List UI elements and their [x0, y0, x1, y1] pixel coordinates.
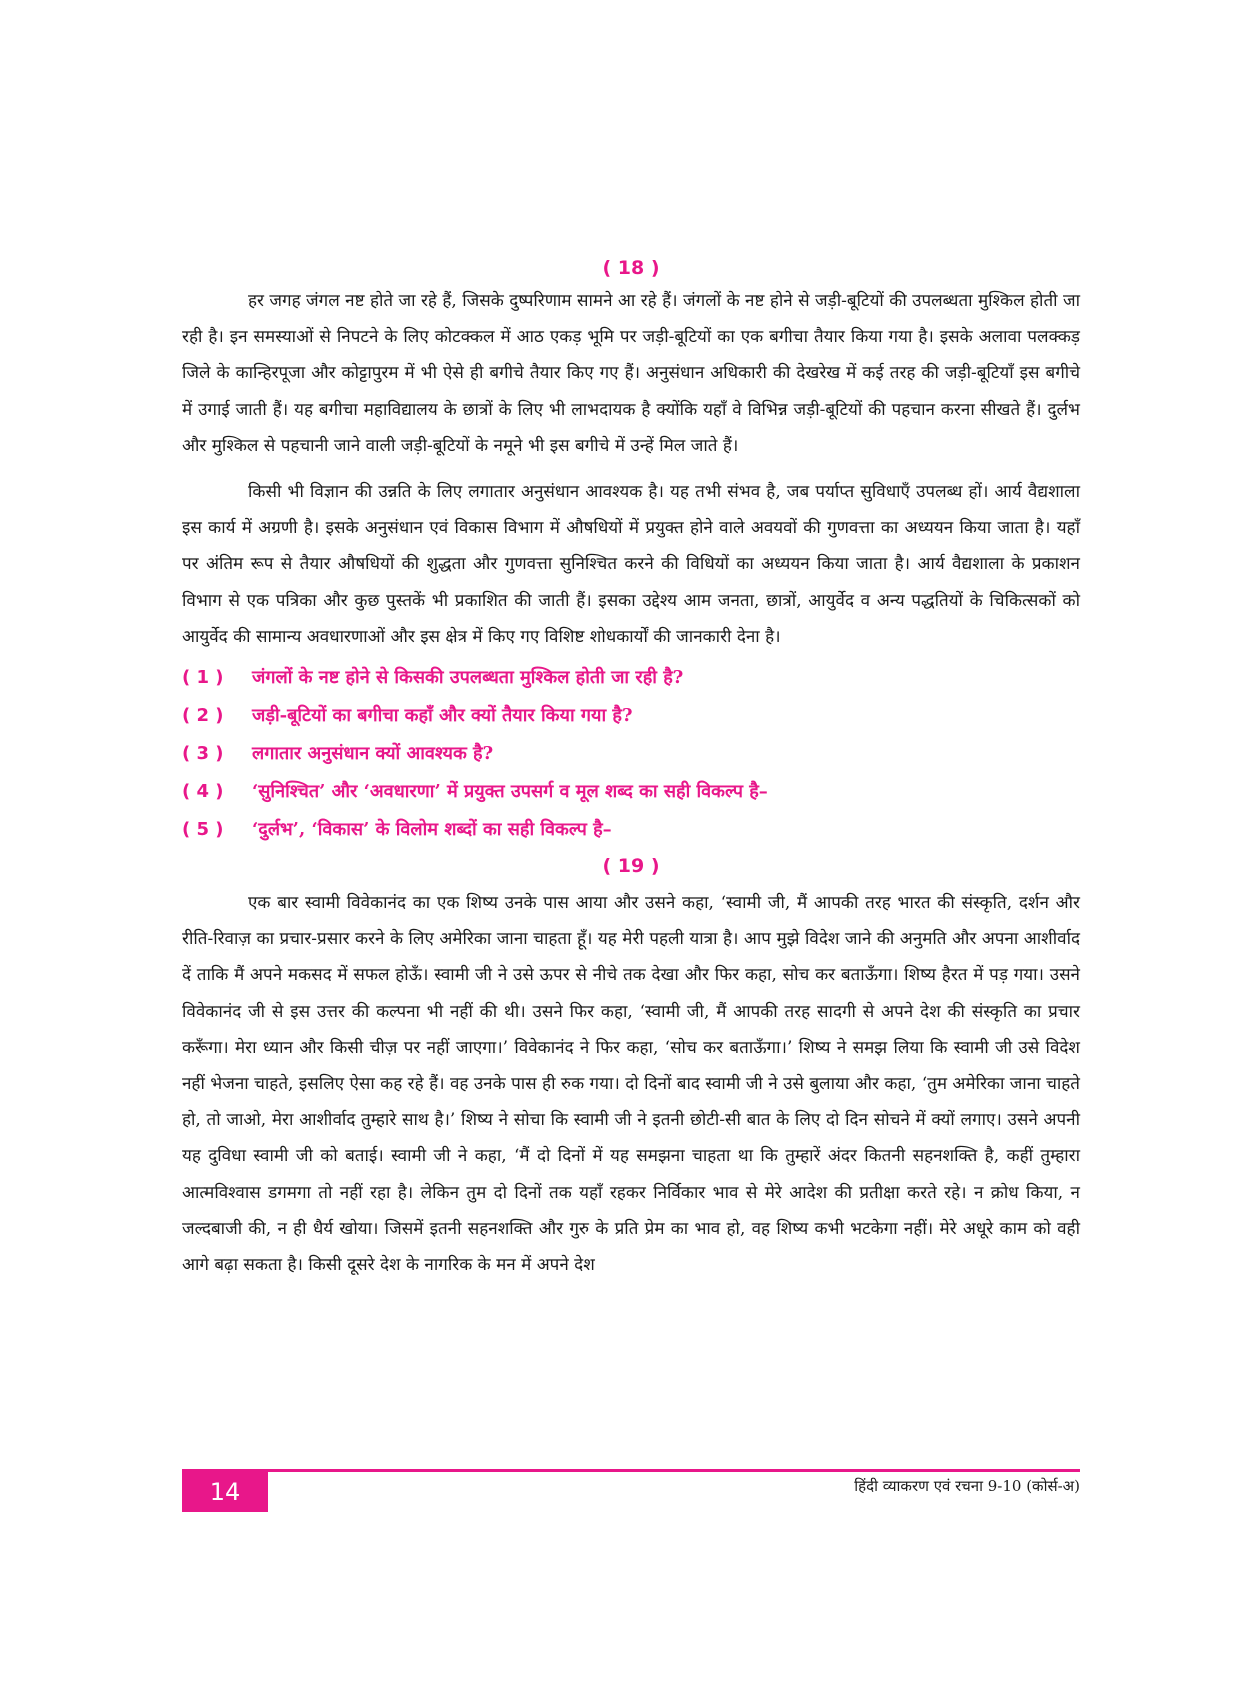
section-18-paragraph-2: किसी भी विज्ञान की उन्नति के लिए लगातार अनुसंधान आवश्यक है। यह तभी संभव है, जब पर्याप्त सुविधाएँ उपलब्ध हों। आर्य वैद्यशाला इस कार्य में अग्रणी है। इसके अनुसंधान एवं विकास विभाग में औषधियों में प्रयुक्त होने वाले अवयवों की गुणवत्ता का अध्ययन किया जाता है। यहाँ पर अंतिम रूप से तैयार औषधियों की शुद्धता और गुणवत्ता सुनिश्चित करने की विधियों का अध्ययन किया जाता है। आर्य वैद्यशाला के प्रकाशन विभाग से एक पत्रिका और कुछ पुस्तकें भी प्रकाशित की जाती हैं। इसका उद्देश्य आम जनता, छात्रों, आयुर्वेद व अन्य पद्धतियों के चिकित्सकों को आयुर्वेद की सामान्य अवधारणाओं और इस क्षेत्र में किए गए विशिष्ट शोधकार्यों की जानकारी देना है। — [182, 482, 1080, 647]
question-number: ( 3 ) — [182, 743, 224, 765]
page-number: 14 — [182, 1472, 268, 1512]
question-item — [182, 773, 1080, 811]
question-number: ( 1 ) — [182, 667, 224, 689]
question-text: लगातार अनुसंधान क्यों आवश्यक है? — [252, 743, 494, 765]
question-text: जंगलों के नष्ट होने से किसकी उपलब्धता मुश्किल होती जा रही है? — [252, 667, 684, 689]
question-number: ( 5 ) — [182, 819, 224, 841]
section-19-paragraph: एक बार स्वामी विवेकानंद का एक शिष्य उनके पास आया और उसने कहा, ‘स्वामी जी, मैं आपकी तरह भारत की संस्कृति, दर्शन और रीति-रिवाज़ का प्रचार-प्रसार करने के लिए अमेरिका जाना चाहता हूँ। यह मेरी पहली यात्रा है। आप मुझे विदेश जाने की अनुमति और अपना आशीर्वाद दें ताकि मैं अपने मकसद में सफल होऊँ। स्वामी जी ने उसे ऊपर से नीचे तक देखा और फिर कहा, सोच कर बताऊँगा। शिष्य हैरत में पड़ गया। उसने विवेकानंद जी से इस उत्तर की कल्पना भी नहीं की थी। उसने फिर कहा, ‘स्वामी जी, मैं आपकी तरह सादगी से अपने देश की संस्कृति का प्रचार करूँगा। मेरा ध्यान और किसी चीज़ पर नहीं जाएगा।’ विवेकानंद ने फिर कहा, ‘सोच कर बताऊँगा।’ शिष्य ने समझ लिया कि स्वामी जी उसे विदेश नहीं भेजना चाहते, इसलिए ऐसा कह रहे हैं। वह उनके पास ही रुक गया। दो दिनों बाद स्वामी जी ने उसे बुलाया और कहा, ‘तुम अमेरिका जाना चाहते हो, तो जाओ, मेरा आशीर्वाद तुम्हारे साथ है।’ शिष्य ने सोचा कि स्वामी जी ने इतनी छोटी-सी बात के लिए दो दिन सोचने में क्यों लगाए। उसने अपनी यह दुविधा स्वामी जी को बताई। स्वामी जी ने कहा, ‘मैं दो दिनों में यह समझना चाहता था कि तुम्हारें अंदर कितनी सहनशक्ति है, कहीं तुम्हारा आत्मविश्वास डगमगा तो नहीं रहा है। लेकिन तुम दो दिनों तक यहाँ रहकर निर्विकार भाव से मेरे आदेश की प्रतीक्षा करते रहे। न क्रोध किया, न जल्दबाजी की, न ही धैर्य खोया। जिसमें इतनी सहनशक्ति और गुरु के प्रति प्रेम का भाव हो, वह शिष्य कभी भटकेगा नहीं। मेरे अधूरे काम को वही आगे बढ़ा सकता है। किसी दूसरे देश के नागरिक के मन में अपने देश — [182, 893, 1080, 1276]
section-18-paragraph-1: हर जगह जंगल नष्ट होते जा रहे हैं, जिसके दुष्परिणाम सामने आ रहे हैं। जंगलों के नष्ट होने से जड़ी-बूटियों की उपलब्धता मुश्किल होती जा रही है। इन समस्याओं से निपटने के लिए कोटक्कल में आठ एकड़ भूमि पर जड़ी-बूटियों का एक बगीचा तैयार किया गया है। इसके अलावा पलक्कड़ जिले के कान्हिरपूजा और कोट्टापुरम में भी ऐसे ही बगीचे तैयार किए गए हैं। अनुसंधान अधिकारी की देखरेख में कई तरह की जड़ी-बूटियाँ इस बगीचे में उगाई जाती हैं। यह बगीचा महाविद्यालय के छात्रों के लिए भी लाभदायक है क्योंकि यहाँ वे विभिन्न जड़ी-बूटियों की पहचान करना सीखते हैं। दुर्लभ और मुश्किल से पहचानी जाने वाली जड़ी-बूटियों के नमूने भी इस बगीचे में उन्हें मिल जाते हैं। — [182, 291, 1080, 456]
question-number: ( 4 ) — [182, 781, 224, 803]
page-content — [182, 253, 1080, 1283]
question-number: ( 2 ) — [182, 705, 224, 727]
question-item — [182, 697, 1080, 735]
question-list — [182, 659, 1080, 849]
question-item — [182, 659, 1080, 697]
section-19-number: ( 19 ) — [602, 855, 660, 878]
question-text: ‘दुर्लभ’, ‘विकास’ के विलोम शब्दों का सही विकल्प है– — [252, 819, 612, 841]
question-text: जड़ी-बूटियों का बगीचा कहाँ और क्यों तैयार किया गया है? — [252, 705, 633, 727]
section-18-number: ( 18 ) — [602, 257, 660, 279]
footer-divider — [182, 1469, 1080, 1472]
book-title: हिंदी व्याकरण एवं रचना 9-10 (कोर्स-अ) — [854, 1477, 1080, 1495]
question-text: ‘सुनिश्चित’ और ‘अवधारणा’ में प्रयुक्त उपसर्ग व मूल शब्द का सही विकल्प है– — [252, 781, 768, 803]
question-item — [182, 811, 1080, 849]
question-item — [182, 735, 1080, 773]
